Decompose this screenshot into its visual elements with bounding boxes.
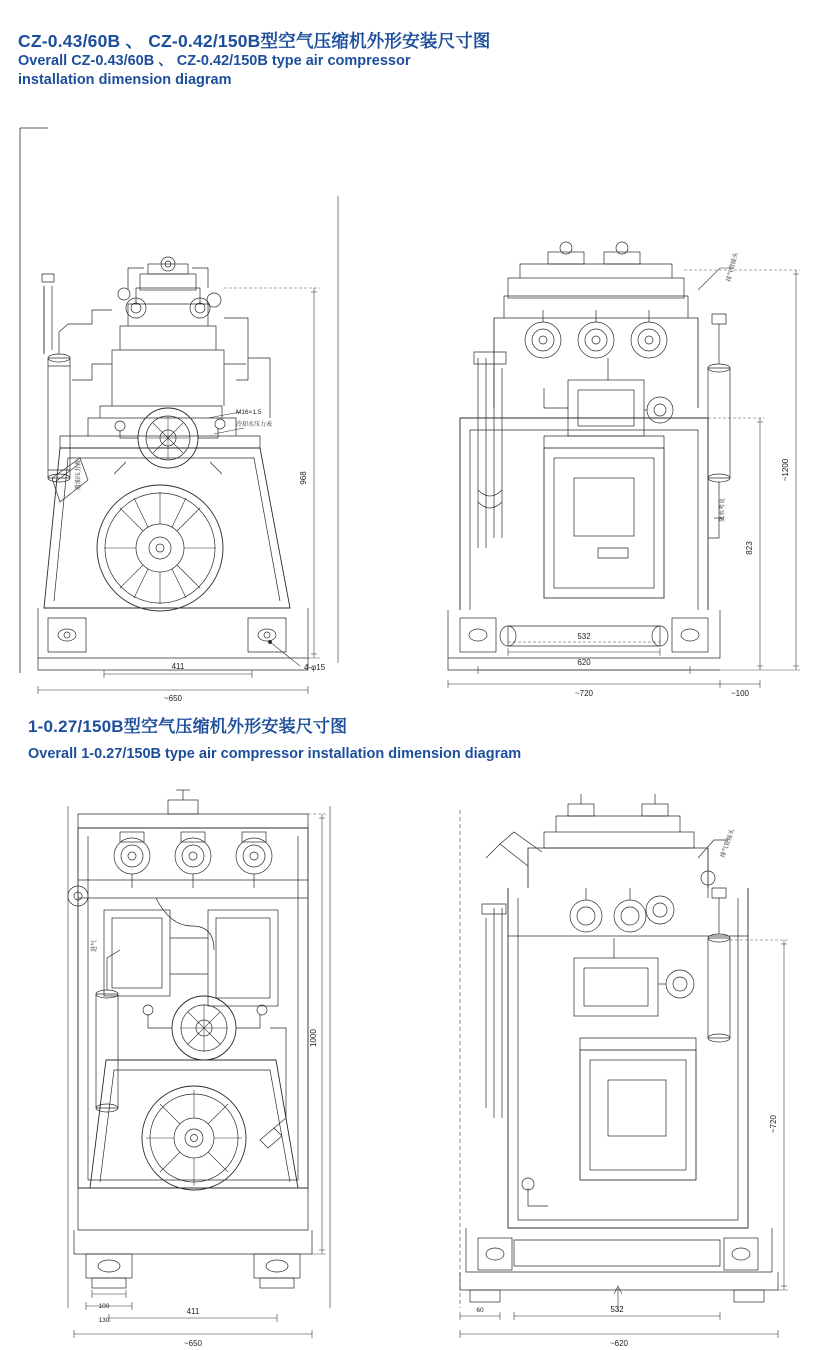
note-intake-cn: 进气 [92,939,98,952]
figure1-title-cn: CZ-0.43/60B 、 CZ-0.42/150B型空气压缩机外形安装尺寸图 [18,31,491,51]
dim-4-phi-15: 4-φ15 [304,663,326,672]
dim-650: ~650 [163,694,183,703]
figure2-heading [28,716,521,764]
figure2-title-cn: 1-0.27/150B型空气压缩机外形安装尺寸图 [28,717,348,736]
dim-532: 532 [577,632,591,641]
dim-100: ~100 [730,689,750,698]
figure2-title-en: Overall 1-0.27/150B type air compressor installation dimension diagram [28,746,522,762]
note-drain-cn: 放水考克 [720,497,726,522]
dim-130-base: 130 [98,1317,110,1324]
dim-823: 823 [745,541,754,555]
figure1-heading [18,30,491,90]
dim2-720: ~720 [769,1114,778,1134]
dim-411: 411 [171,662,185,671]
note-exhaust-pipe-cn: 排气管接头 [726,251,740,283]
dim-1000: 1000 [309,1029,318,1047]
note2-exhaust-cn: 排气管接头 [720,828,737,859]
figure1-drawing [8,118,822,703]
dim-720: ~720 [574,689,594,698]
figure1-title-en-line1: Overall CZ-0.43/60B 、 CZ-0.42/150B type air compressor [18,53,411,69]
dim2-650: ~650 [183,1339,203,1348]
dim-968: 968 [299,471,308,485]
dim2-411: 411 [186,1307,200,1316]
dim-620: 620 [577,658,591,667]
dim-100-base: 100 [98,1303,110,1310]
dim2-60: 60 [476,1307,484,1314]
figure1-title-en-line2: installation dimension diagram [18,72,232,88]
dim2-620: ~620 [609,1339,629,1348]
figure2-drawing [8,788,822,1348]
note-oil-gauge-cn: 滑油压力表 [76,459,82,490]
dim2-532: 532 [610,1305,624,1314]
note-water-gauge-cn: 冷却水压力表 [236,422,273,428]
note-m16: M16×1.5 [236,409,262,416]
dim-1200: ~1200 [781,458,790,482]
